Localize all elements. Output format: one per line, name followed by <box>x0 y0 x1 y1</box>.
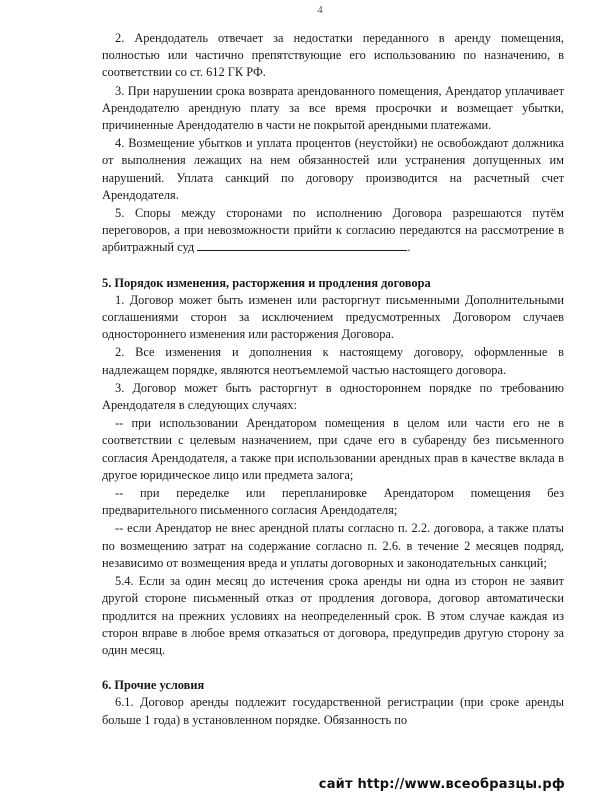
document-body <box>102 30 564 730</box>
paragraph-damages: 4. Возмещение убытков и уплата процентов (неустойки) не освобождают должника от выполнения лежащих на нем обязанностей или устранения допущенных им нарушений. Уплата санкций по договору производится на расчетный счет Арендодателя. <box>102 136 564 202</box>
site-watermark: сайт http://www.всеобразцы.рф <box>315 775 569 794</box>
section5-paragraph: 5.4. Если за один месяц до истечения срока аренды ни одна из сторон не заявит другой стороне письменный отказ от продления договора, договор автоматически продлится на прежних условиях на неопределенный срок. В этом случае каждая из сторон вправе в любое время отказаться от договора, предупредив другую сторону за один месяц. <box>102 574 564 657</box>
section5-paragraph: 3. Договор может быть расторгнут в одностороннем порядке по требованию Арендодателя в следующих случаях: <box>102 380 564 413</box>
paragraph-lessor-liability: 2. Арендодатель отвечает за недостатки переданного в аренду помещения, полностью или частично препятствующие его использованию по назначению, в соответствии со ст. 612 ГК РФ. <box>102 31 564 80</box>
paragraph-late-return: 3. При нарушении срока возврата арендованного помещения, Арендатор уплачивает Арендодателю арендную плату за все время просрочки и возмещает убытки, причиненные Арендодателю в части не покрытой арендными платежами. <box>102 83 564 133</box>
section5-paragraph: 1. Договор может быть изменен или расторгнут письменными Дополнительными соглашениями сторон за исключением предусмотренных Договором случаев одностороннего изменения или расторжения Договора. <box>102 292 564 342</box>
section5-list-item: -- при переделке или перепланировке Арендатором помещения без предварительного письменного согласия Арендодателя; <box>102 486 564 518</box>
court-name-blank <box>197 239 407 251</box>
section5-paragraph: 2. Все изменения и дополнения к настоящему договору, оформленные в надлежащем порядке, являются неотъемлемой частью настоящего договора. <box>102 345 564 377</box>
page-number: 4 <box>317 4 323 16</box>
section5-list-item: -- если Арендатор не внес арендной платы согласно п. 2.2. договора, а также платы по возмещению затрат на содержание согласно п. 2.6. в течение 2 месяцев подряд, независимо от возмещения вреда и уплаты договорных и законодательных санкций; <box>102 521 564 570</box>
section6-title: 6. Прочие условия <box>102 678 205 693</box>
disputes-trailing: . <box>407 240 411 255</box>
disputes-text: 5. Споры между сторонами по исполнению Договора разрешаются путём переговоров, а при невозможности прийти к согласию передаются на рассмотрение в арбитражный суд <box>102 206 564 255</box>
section5-title: 5. Порядок изменения, расторжения и продления договора <box>102 275 431 290</box>
paragraph-disputes <box>102 205 564 257</box>
section5-list-item: -- при использовании Арендатором помещения в целом или части его не в соответствии с целевым назначением, при сдаче его в субаренду без письменного согласия Арендодателя, а также при использовании арендных прав в качестве вклада в другое юридическое лицо или предмета залога; <box>102 416 564 482</box>
section6-paragraph: 6.1. Договор аренды подлежит государственной регистрации (при сроке аренды больше 1 года) в установленном порядке. Обязанность по <box>102 695 564 727</box>
